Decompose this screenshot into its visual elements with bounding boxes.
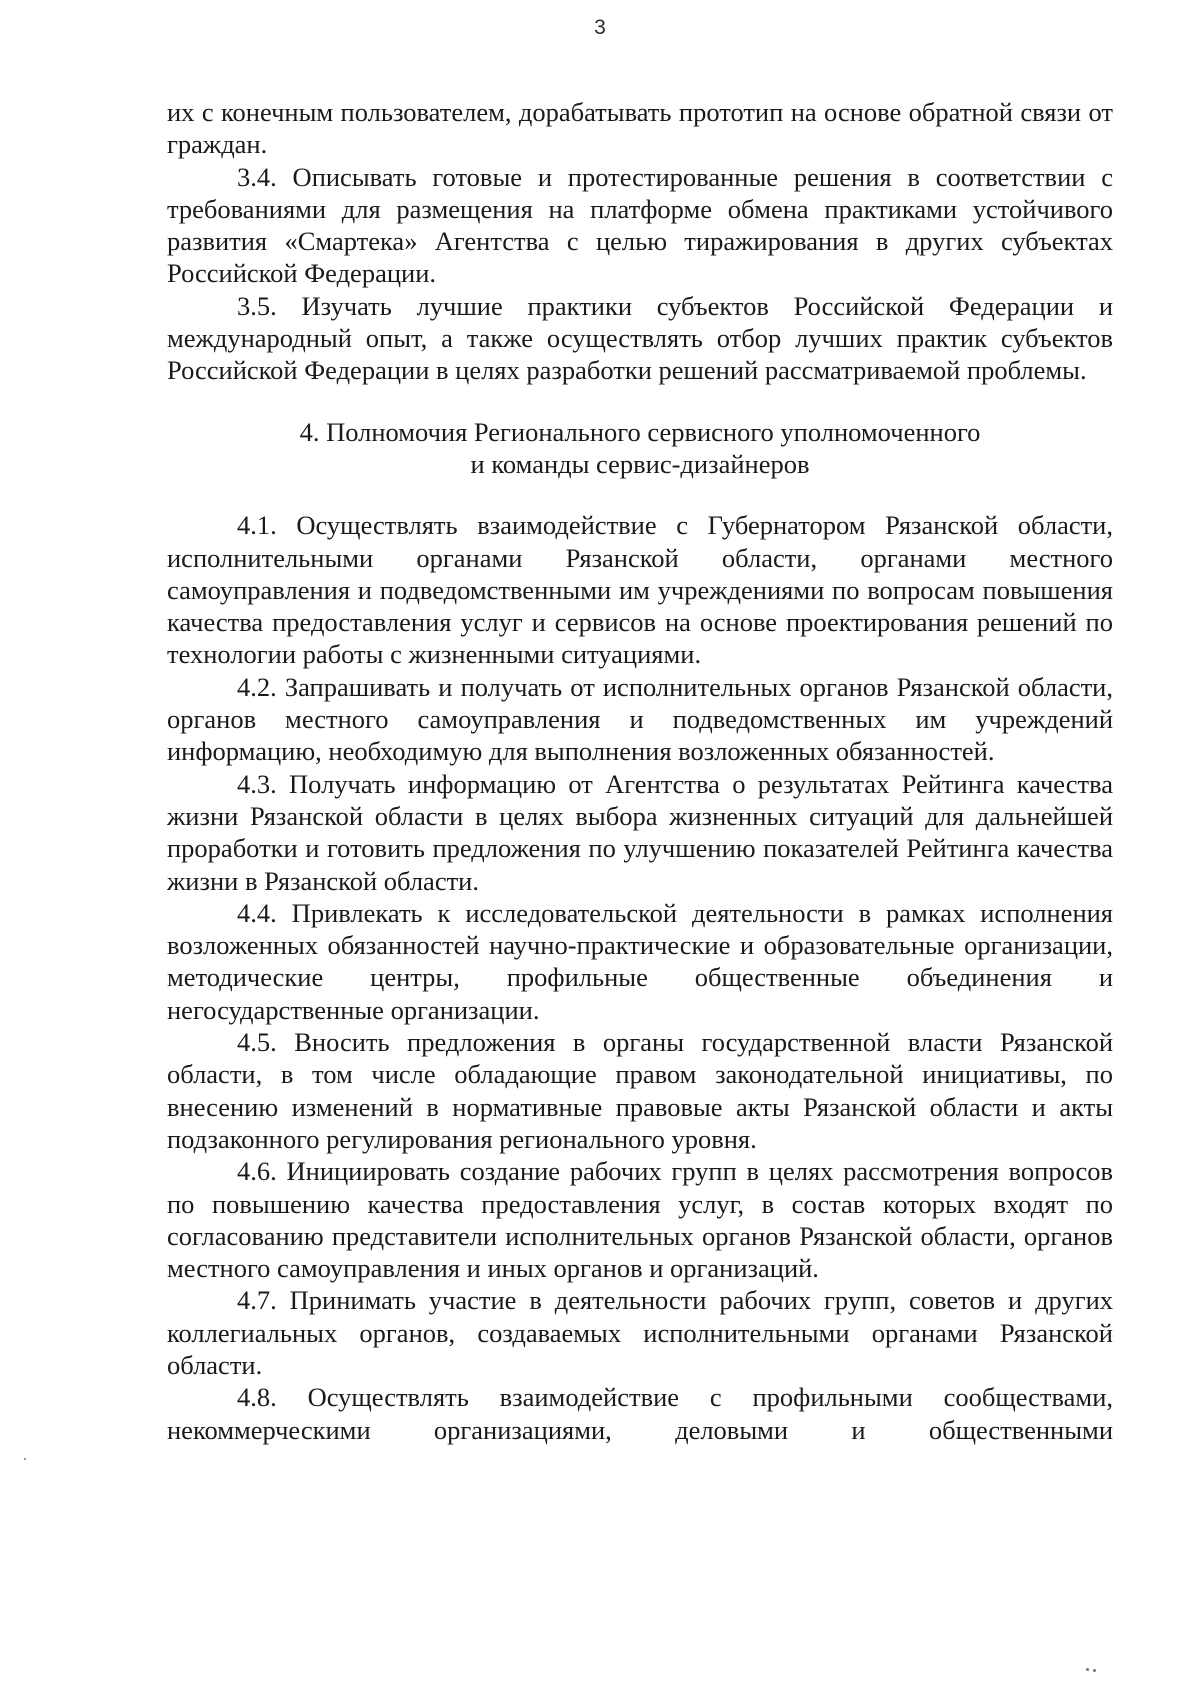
scan-speck [1093, 1669, 1096, 1672]
section-heading-line-2: и команды сервис-дизайнеров [470, 448, 810, 479]
paragraph-4-1: 4.1. Осуществлять взаимодействие с Губернатором Рязанской области, исполнительными органами Рязанской области, органами местного самоуправления и подведомственными им учреждениями по вопросам повышения качества предоставления услуг и сервисов на основе проектирования решений по технологии работы с жизненными ситуациями. [167, 510, 1113, 670]
scan-speck [24, 1458, 26, 1460]
paragraph-4-4: 4.4. Привлекать к исследовательской деятельности в рамках исполнения возложенных обязанностей научно-практические и образовательные организации, методические центры, профильные общественные объединения и негосударственные организации. [167, 897, 1113, 1025]
section-heading-line-1: 4. Полномочия Регионального сервисного уполномоченного [299, 416, 981, 447]
paragraph-4-8: 4.8. Осуществлять взаимодействие с профильными сообществами, некоммерческими организациями, деловыми и общественными [167, 1382, 1113, 1445]
paragraph-4-2: 4.2. Запрашивать и получать от исполнительных органов Рязанской области, органов местного самоуправления и подведомственных им учреждений информацию, необходимую для выполнения возложенных обязанностей. [167, 671, 1113, 767]
paragraph-4-7: 4.7. Принимать участие в деятельности рабочих групп, советов и других коллегиальных органов, создаваемых исполнительными органами Рязанской области. [167, 1285, 1113, 1380]
document-body [167, 96, 1113, 1446]
paragraph-continuation: их с конечным пользователем, дорабатывать прототип на основе обратной связи от граждан. [167, 97, 1113, 160]
paragraph-3-5: 3.5. Изучать лучшие практики субъектов Российской Федерации и международный опыт, а также осуществлять отбор лучших практик субъектов Российской Федерации в целях разработки решений рассматриваемой проблемы. [167, 290, 1113, 386]
scan-speck [1086, 1668, 1089, 1671]
paragraph-4-6: 4.6. Инициировать создание рабочих групп в целях рассмотрения вопросов по повышению качества предоставления услуг, в состав которых входят по согласованию представители исполнительных органов Рязанской области, органов местного самоуправления и иных органов и организаций. [167, 1156, 1113, 1284]
paragraph-3-4: 3.4. Описывать готовые и протестированные решения в соответствии с требованиями для размещения на платформе обмена практиками устойчивого развития «Смартека» Агентства с целью тиражирования в других субъектах Российской Федерации. [167, 161, 1113, 289]
page-number: 3 [594, 16, 606, 39]
section-heading [167, 416, 1113, 481]
paragraph-4-5: 4.5. Вносить предложения в органы государственной власти Рязанской области, в том числе обладающие правом законодательной инициативы, по внесению изменений в нормативные правовые акты Рязанской области и акты подзаконного регулирования регионального уровня. [167, 1027, 1113, 1154]
paragraph-4-3: 4.3. Получать информацию от Агентства о результатах Рейтинга качества жизни Рязанской области в целях выбора жизненных ситуаций для дальнейшей проработки и готовить предложения по улучшению показателей Рейтинга качества жизни в Рязанской области. [167, 768, 1113, 896]
